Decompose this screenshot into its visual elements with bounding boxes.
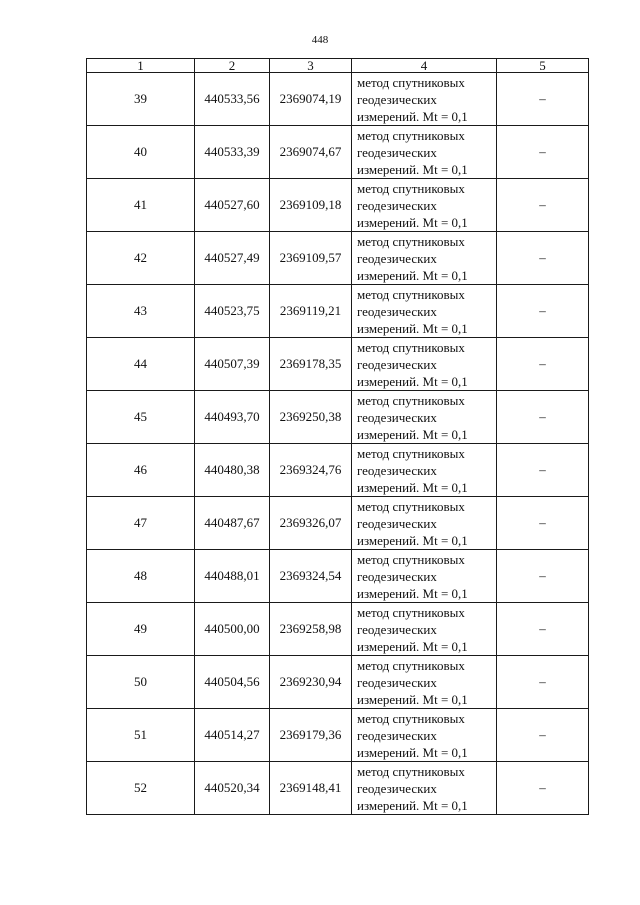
page-number: 448 — [311, 34, 329, 46]
method-line: геодезических — [357, 515, 437, 531]
table-row — [87, 444, 589, 497]
point-number-cell: 52 — [87, 762, 195, 815]
table-row — [87, 179, 589, 232]
table-row — [87, 338, 589, 391]
method-line: геодезических — [357, 727, 437, 743]
method-line: измерений. Mt = 0,1 — [357, 479, 468, 495]
method-line: измерений. Mt = 0,1 — [357, 797, 468, 813]
method-cell — [352, 179, 497, 232]
col5-cell: – — [497, 285, 589, 338]
method-line: геодезических — [357, 144, 437, 160]
method-line: геодезических — [357, 91, 437, 107]
method-cell — [352, 603, 497, 656]
method-line: геодезических — [357, 356, 437, 372]
col5-cell: – — [497, 656, 589, 709]
method-cell — [352, 444, 497, 497]
point-number-cell: 51 — [87, 709, 195, 762]
coord-x-cell: 440520,34 — [195, 762, 270, 815]
coord-y-cell: 2369074,19 — [270, 73, 352, 126]
point-number-cell: 39 — [87, 73, 195, 126]
table-row — [87, 709, 589, 762]
method-line: метод спутниковых — [357, 551, 465, 567]
col5-cell: – — [497, 73, 589, 126]
col5-cell: – — [497, 391, 589, 444]
coord-y-cell: 2369324,76 — [270, 444, 352, 497]
header-col-3: 3 — [270, 59, 352, 73]
coord-y-cell: 2369250,38 — [270, 391, 352, 444]
method-line: метод спутниковых — [357, 763, 465, 779]
method-line: метод спутниковых — [357, 392, 465, 408]
method-cell — [352, 232, 497, 285]
coord-x-cell: 440533,56 — [195, 73, 270, 126]
method-line: метод спутниковых — [357, 74, 465, 90]
method-line: измерений. Mt = 0,1 — [357, 744, 468, 760]
col5-cell: – — [497, 497, 589, 550]
method-line: метод спутниковых — [357, 180, 465, 196]
point-number-cell: 49 — [87, 603, 195, 656]
method-cell — [352, 285, 497, 338]
method-cell — [352, 391, 497, 444]
method-line: метод спутниковых — [357, 710, 465, 726]
table-header-row — [87, 59, 589, 73]
coordinates-table — [86, 58, 589, 815]
coord-x-cell: 440533,39 — [195, 126, 270, 179]
point-number-cell: 41 — [87, 179, 195, 232]
coord-x-cell: 440527,49 — [195, 232, 270, 285]
method-line: измерений. Mt = 0,1 — [357, 638, 468, 654]
method-line: измерений. Mt = 0,1 — [357, 320, 468, 336]
table-body — [87, 73, 589, 815]
method-line: метод спутниковых — [357, 445, 465, 461]
coord-x-cell: 440507,39 — [195, 338, 270, 391]
method-line: геодезических — [357, 621, 437, 637]
coord-x-cell: 440493,70 — [195, 391, 270, 444]
method-line: измерений. Mt = 0,1 — [357, 585, 468, 601]
header-col-1: 1 — [87, 59, 195, 73]
col5-cell: – — [497, 338, 589, 391]
coord-y-cell: 2369109,57 — [270, 232, 352, 285]
col5-cell: – — [497, 550, 589, 603]
coord-y-cell: 2369179,36 — [270, 709, 352, 762]
table-row — [87, 73, 589, 126]
coord-y-cell: 2369148,41 — [270, 762, 352, 815]
method-cell — [352, 497, 497, 550]
header-col-2: 2 — [195, 59, 270, 73]
coord-y-cell: 2369230,94 — [270, 656, 352, 709]
method-cell — [352, 762, 497, 815]
coord-x-cell: 440487,67 — [195, 497, 270, 550]
table-row — [87, 603, 589, 656]
method-line: метод спутниковых — [357, 498, 465, 514]
table-row — [87, 550, 589, 603]
point-number-cell: 43 — [87, 285, 195, 338]
method-line: геодезических — [357, 250, 437, 266]
col5-cell: – — [497, 762, 589, 815]
col5-cell: – — [497, 126, 589, 179]
method-line: измерений. Mt = 0,1 — [357, 108, 468, 124]
table-row — [87, 126, 589, 179]
method-cell — [352, 126, 497, 179]
coord-x-cell: 440523,75 — [195, 285, 270, 338]
method-cell — [352, 656, 497, 709]
method-line: измерений. Mt = 0,1 — [357, 691, 468, 707]
method-cell — [352, 338, 497, 391]
coord-x-cell: 440514,27 — [195, 709, 270, 762]
coord-y-cell: 2369258,98 — [270, 603, 352, 656]
point-number-cell: 47 — [87, 497, 195, 550]
table-row — [87, 285, 589, 338]
coord-x-cell: 440500,00 — [195, 603, 270, 656]
point-number-cell: 42 — [87, 232, 195, 285]
header-col-4: 4 — [352, 59, 497, 73]
table-row — [87, 656, 589, 709]
method-line: измерений. Mt = 0,1 — [357, 214, 468, 230]
point-number-cell: 48 — [87, 550, 195, 603]
coord-y-cell: 2369109,18 — [270, 179, 352, 232]
method-line: метод спутниковых — [357, 286, 465, 302]
method-line: метод спутниковых — [357, 233, 465, 249]
col5-cell: – — [497, 709, 589, 762]
method-line: геодезических — [357, 674, 437, 690]
point-number-cell: 44 — [87, 338, 195, 391]
method-cell — [352, 550, 497, 603]
method-line: геодезических — [357, 780, 437, 796]
col5-cell: – — [497, 232, 589, 285]
point-number-cell: 45 — [87, 391, 195, 444]
method-line: геодезических — [357, 462, 437, 478]
method-line: метод спутниковых — [357, 657, 465, 673]
table-row — [87, 391, 589, 444]
method-line: измерений. Mt = 0,1 — [357, 373, 468, 389]
point-number-cell: 50 — [87, 656, 195, 709]
coord-x-cell: 440480,38 — [195, 444, 270, 497]
coord-y-cell: 2369326,07 — [270, 497, 352, 550]
col5-cell: – — [497, 179, 589, 232]
method-line: метод спутниковых — [357, 604, 465, 620]
method-line: геодезических — [357, 568, 437, 584]
coord-y-cell: 2369178,35 — [270, 338, 352, 391]
col5-cell: – — [497, 444, 589, 497]
method-line: геодезических — [357, 303, 437, 319]
method-cell — [352, 709, 497, 762]
method-line: измерений. Mt = 0,1 — [357, 532, 468, 548]
point-number-cell: 46 — [87, 444, 195, 497]
col5-cell: – — [497, 603, 589, 656]
method-line: метод спутниковых — [357, 127, 465, 143]
table-row — [87, 497, 589, 550]
method-line: геодезических — [357, 409, 437, 425]
method-line: измерений. Mt = 0,1 — [357, 267, 468, 283]
method-line: измерений. Mt = 0,1 — [357, 161, 468, 177]
method-line: измерений. Mt = 0,1 — [357, 426, 468, 442]
coord-y-cell: 2369119,21 — [270, 285, 352, 338]
method-cell — [352, 73, 497, 126]
header-col-5: 5 — [497, 59, 589, 73]
coord-x-cell: 440527,60 — [195, 179, 270, 232]
table-row — [87, 232, 589, 285]
table-row — [87, 762, 589, 815]
method-line: метод спутниковых — [357, 339, 465, 355]
coord-y-cell: 2369074,67 — [270, 126, 352, 179]
coord-x-cell: 440488,01 — [195, 550, 270, 603]
coord-y-cell: 2369324,54 — [270, 550, 352, 603]
method-line: геодезических — [357, 197, 437, 213]
point-number-cell: 40 — [87, 126, 195, 179]
coord-x-cell: 440504,56 — [195, 656, 270, 709]
